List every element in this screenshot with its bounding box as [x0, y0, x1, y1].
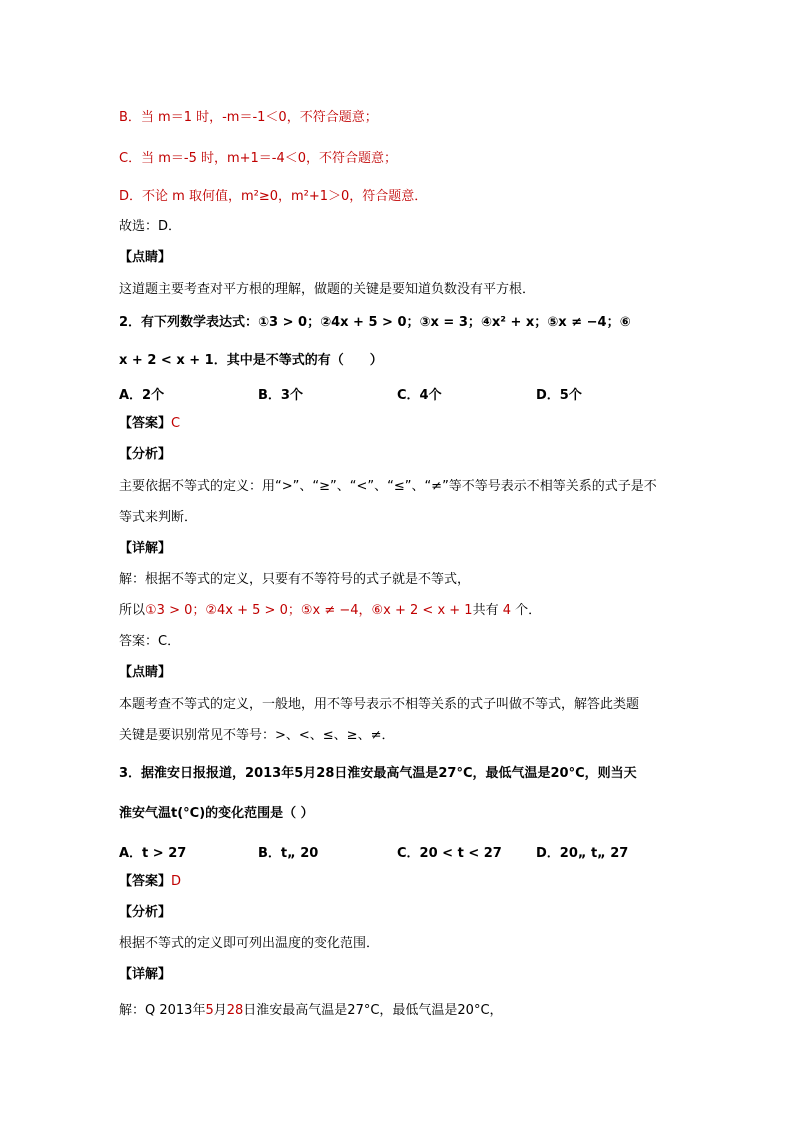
q3-detail-day: 28 — [226, 1003, 244, 1018]
q2-option-a: A．2个 — [119, 388, 165, 403]
q2-answer-value: C — [171, 416, 181, 431]
q3-option-c: C．20 < t < 27 — [397, 846, 502, 861]
q2-detail-line1: 解：根据不等式的定义，只要有不等符号的式子就是不等式， — [119, 572, 471, 587]
q2-option-d: D．5个 — [536, 388, 582, 403]
prev-option-c-explanation: C．当 m＝-5 时，m+1＝-4＜0，不符合题意； — [119, 151, 398, 166]
q2-tip-line1: 本题考查不等式的定义，一般地，用不等号表示不相等关系的式子叫做不等式，解答此类题 — [119, 697, 640, 712]
q2-detail-prefix: 所以 — [119, 603, 146, 618]
q2-detail-count: 4 — [502, 603, 512, 618]
prev-tip-text: 这道题主要考查对平方根的理解，做题的关键是要知道负数没有平方根． — [119, 282, 536, 297]
prev-option-d-explanation: D．不论 m 取何值，m²≥0，m²+1＞0，符合题意． — [119, 189, 428, 204]
q3-answer — [119, 873, 181, 891]
q2-stem-line1: 2．有下列数学表达式：①3 > 0；②4x + 5 > 0；③x = 3；④x² + x；⑤x ≠ −4；⑥ — [119, 315, 631, 330]
q3-answer-value: D — [171, 874, 182, 889]
q3-option-b: B．t„ 20 — [258, 846, 319, 861]
prev-option-b-explanation: B．当 m＝1 时，-m＝-1＜0，不符合题意； — [119, 110, 378, 125]
q3-answer-label: 【答案】 — [119, 874, 172, 889]
q2-detail-line2 — [119, 602, 541, 620]
q2-detail-line3: 答案：C． — [119, 634, 181, 649]
q3-analysis-label: 【分析】 — [119, 905, 172, 920]
q3-detail-month-unit: 月 — [213, 1003, 227, 1018]
prev-tip-label: 【点睛】 — [119, 250, 172, 265]
q2-detail-mid: 共有 — [472, 603, 499, 618]
q2-tip-label: 【点睛】 — [119, 665, 172, 680]
q2-detail-label: 【详解】 — [119, 541, 172, 556]
prev-choice: 故选：D． — [119, 219, 182, 234]
q2-option-b: B．3个 — [258, 388, 303, 403]
q2-detail-items: ①3 > 0；②4x + 5 > 0；⑤x ≠ −4，⑥x + 2 < x + 1 — [145, 603, 473, 618]
q2-analysis-label: 【分析】 — [119, 447, 172, 462]
q2-answer — [119, 415, 180, 433]
q2-detail-suffix: 个． — [515, 603, 542, 618]
q3-analysis-text: 根据不等式的定义即可列出温度的变化范围． — [119, 936, 380, 951]
q3-stem-line2: 淮安气温t(°C)的变化范围是（ ） — [119, 806, 314, 821]
q2-option-c: C．4个 — [397, 388, 442, 403]
q2-answer-label: 【答案】 — [119, 416, 172, 431]
q3-option-d: D．20„ t„ 27 — [536, 846, 629, 861]
q2-tip-line2: 关键是要识别常见不等号：>、<、≤、≥、≠． — [119, 728, 395, 743]
q3-detail-month: 5 — [205, 1003, 214, 1018]
q3-detail-prefix: 解：Q 2013年 — [119, 1003, 206, 1018]
q2-stem-line2: x + 2 < x + 1．其中是不等式的有（ ） — [119, 353, 383, 368]
q3-detail-suffix: 日淮安最高气温是27°C，最低气温是20°C， — [243, 1003, 503, 1018]
q2-analysis-line1: 主要依据不等式的定义：用“>”、“≥”、“<”、“≤”、“≠”等不等号表示不相等关系的式子是不 — [119, 479, 657, 494]
q3-detail-label: 【详解】 — [119, 967, 172, 982]
q2-analysis-line2: 等式来判断． — [119, 510, 198, 525]
q3-stem-line1: 3．据淮安日报报道，2013年5月28日淮安最高气温是27°C，最低气温是20°C，则当天 — [119, 766, 637, 781]
q3-option-a: A．t > 27 — [119, 846, 187, 861]
q3-detail-line1 — [119, 1002, 503, 1020]
